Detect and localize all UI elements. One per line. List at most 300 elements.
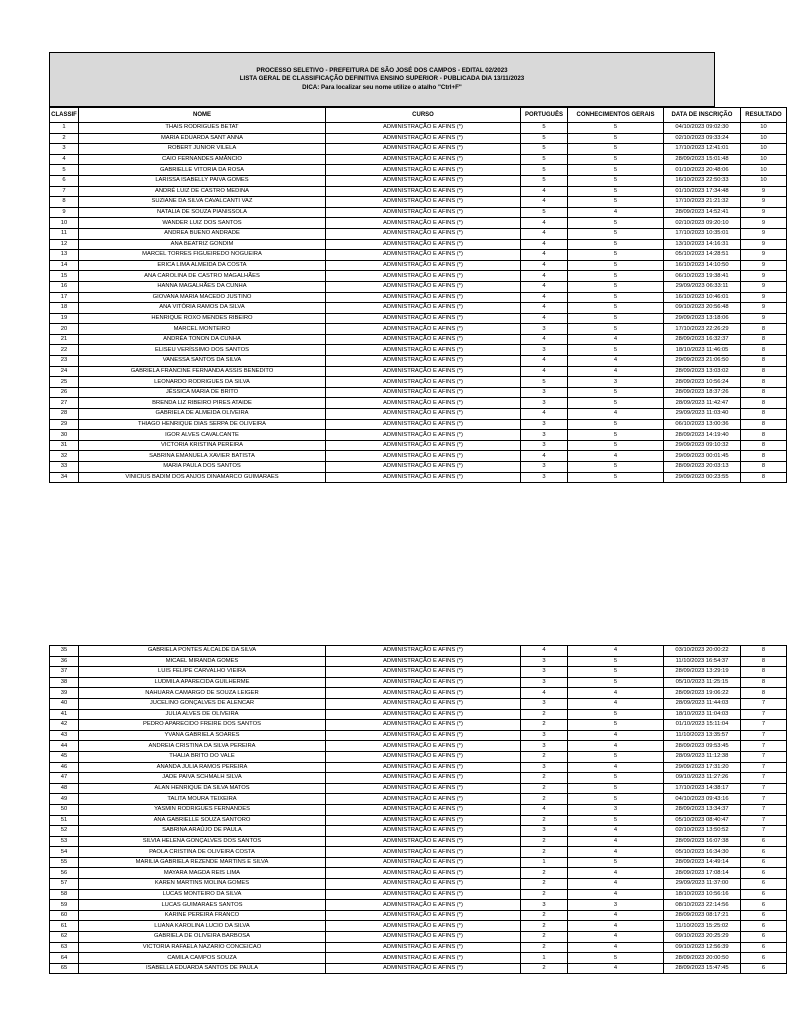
cell-resultado: 7: [741, 741, 787, 752]
cell-nome: JÉSSICA MARIA DE BRITO: [79, 387, 326, 398]
cell-data-inscricao: 05/10/2023 11:25:15: [664, 677, 741, 688]
cell-classif: 16: [50, 281, 79, 292]
cell-resultado: 6: [741, 921, 787, 932]
cell-data-inscricao: 29/09/2023 11:03:40: [664, 409, 741, 420]
table-row: [50, 953, 787, 964]
cell-portugues: 4: [521, 313, 568, 324]
cell-data-inscricao: 28/09/2023 13:34:37: [664, 804, 741, 815]
cell-nome: THAIS RODRIGUES BETAT: [79, 123, 326, 134]
table-row: [50, 366, 787, 377]
classification-table-continued: [49, 645, 787, 974]
cell-data-inscricao: 17/10/2023 22:26:29: [664, 324, 741, 335]
cell-classif: 15: [50, 271, 79, 282]
cell-curso: ADMINISTRAÇÃO E AFINS (*): [326, 720, 521, 731]
cell-classif: 24: [50, 366, 79, 377]
cell-data-inscricao: 06/10/2023 19:38:41: [664, 271, 741, 282]
cell-data-inscricao: 17/10/2023 12:41:01: [664, 144, 741, 155]
cell-data-inscricao: 18/10/2023 10:56:16: [664, 889, 741, 900]
table-header-row: [50, 108, 787, 123]
cell-classif: 62: [50, 932, 79, 943]
cell-conhecimentos: 5: [568, 656, 664, 667]
cell-data-inscricao: 04/10/2023 09:02:30: [664, 123, 741, 134]
cell-data-inscricao: 28/09/2023 14:52:41: [664, 207, 741, 218]
cell-data-inscricao: 29/09/2023 06:33:11: [664, 281, 741, 292]
cell-resultado: 7: [741, 826, 787, 837]
cell-classif: 33: [50, 462, 79, 473]
cell-classif: 55: [50, 857, 79, 868]
cell-data-inscricao: 29/09/2023 00:23:55: [664, 472, 741, 483]
cell-nome: LARISSA ISABELLY PAIVA GOMES: [79, 175, 326, 186]
cell-nome: THALIA BRITO DO VALE: [79, 751, 326, 762]
cell-conhecimentos: 5: [568, 783, 664, 794]
cell-classif: 34: [50, 472, 79, 483]
cell-classif: 47: [50, 773, 79, 784]
cell-nome: GABRIELLE VITORIA DA ROSA: [79, 165, 326, 176]
cell-resultado: 7: [741, 783, 787, 794]
cell-resultado: 8: [741, 419, 787, 430]
cell-conhecimentos: 5: [568, 815, 664, 826]
table-row: [50, 175, 787, 186]
cell-conhecimentos: 5: [568, 218, 664, 229]
cell-nome: MARIA PAULA DOS SANTOS: [79, 462, 326, 473]
cell-nome: VANESSA SANTOS DA SILVA: [79, 356, 326, 367]
cell-resultado: 8: [741, 377, 787, 388]
cell-data-inscricao: 05/10/2023 14:28:51: [664, 250, 741, 261]
cell-data-inscricao: 06/10/2023 13:00:36: [664, 419, 741, 430]
table-row: [50, 900, 787, 911]
table-row: [50, 688, 787, 699]
cell-resultado: 9: [741, 186, 787, 197]
cell-nome: VICTORIA KRISTINA PEREIRA: [79, 440, 326, 451]
cell-curso: ADMINISTRAÇÃO E AFINS (*): [326, 440, 521, 451]
cell-conhecimentos: 4: [568, 942, 664, 953]
table-row: [50, 430, 787, 441]
cell-nome: LEONARDO RODRIGUES DA SILVA: [79, 377, 326, 388]
column-header-portugues: PORTUGUÊS: [521, 108, 568, 123]
cell-curso: ADMINISTRAÇÃO E AFINS (*): [326, 451, 521, 462]
cell-portugues: 1: [521, 857, 568, 868]
table-row: [50, 472, 787, 483]
cell-conhecimentos: 4: [568, 921, 664, 932]
cell-curso: ADMINISTRAÇÃO E AFINS (*): [326, 963, 521, 974]
cell-nome: HANNA MAGALHÃES DA CUNHA: [79, 281, 326, 292]
cell-conhecimentos: 5: [568, 751, 664, 762]
cell-classif: 56: [50, 868, 79, 879]
cell-portugues: 2: [521, 709, 568, 720]
cell-resultado: 8: [741, 440, 787, 451]
cell-nome: LUCAS GUIMARAES SANTOS: [79, 900, 326, 911]
cell-nome: MICAEL MIRANDA GOMES: [79, 656, 326, 667]
cell-resultado: 8: [741, 688, 787, 699]
cell-classif: 32: [50, 451, 79, 462]
cell-conhecimentos: 3: [568, 804, 664, 815]
cell-portugues: 3: [521, 656, 568, 667]
cell-resultado: 7: [741, 698, 787, 709]
cell-resultado: 6: [741, 889, 787, 900]
cell-curso: ADMINISTRAÇÃO E AFINS (*): [326, 345, 521, 356]
cell-curso: ADMINISTRAÇÃO E AFINS (*): [326, 932, 521, 943]
cell-classif: 6: [50, 175, 79, 186]
cell-resultado: 8: [741, 398, 787, 409]
cell-portugues: 3: [521, 762, 568, 773]
cell-classif: 51: [50, 815, 79, 826]
cell-portugues: 3: [521, 677, 568, 688]
cell-nome: HENRIQUE ROXO MENDES RIBEIRO: [79, 313, 326, 324]
cell-resultado: 7: [741, 720, 787, 731]
cell-nome: LUCAS MONTEIRO DA SILVA: [79, 889, 326, 900]
cell-data-inscricao: 28/09/2023 16:07:38: [664, 836, 741, 847]
cell-resultado: 6: [741, 963, 787, 974]
cell-classif: 9: [50, 207, 79, 218]
cell-resultado: 10: [741, 165, 787, 176]
table-row: [50, 451, 787, 462]
cell-classif: 41: [50, 709, 79, 720]
cell-data-inscricao: 29/09/2023 09:10:32: [664, 440, 741, 451]
cell-portugues: 2: [521, 847, 568, 858]
cell-classif: 59: [50, 900, 79, 911]
table-row: [50, 313, 787, 324]
cell-nome: ERICA LIMA ALMEIDA DA COSTA: [79, 260, 326, 271]
table-row: [50, 123, 787, 134]
cell-portugues: 5: [521, 123, 568, 134]
cell-nome: SABRINA ARAÚJO DE PAULA: [79, 826, 326, 837]
cell-curso: ADMINISTRAÇÃO E AFINS (*): [326, 409, 521, 420]
cell-resultado: 7: [741, 751, 787, 762]
cell-resultado: 7: [741, 815, 787, 826]
cell-data-inscricao: 28/09/2023 17:08:14: [664, 868, 741, 879]
cell-curso: ADMINISTRAÇÃO E AFINS (*): [326, 900, 521, 911]
table-row: [50, 794, 787, 805]
cell-curso: ADMINISTRAÇÃO E AFINS (*): [326, 688, 521, 699]
cell-classif: 18: [50, 303, 79, 314]
cell-data-inscricao: 28/09/2023 14:49:14: [664, 857, 741, 868]
cell-curso: ADMINISTRAÇÃO E AFINS (*): [326, 879, 521, 890]
cell-curso: ADMINISTRAÇÃO E AFINS (*): [326, 751, 521, 762]
cell-classif: 3: [50, 144, 79, 155]
cell-conhecimentos: 5: [568, 398, 664, 409]
cell-curso: ADMINISTRAÇÃO E AFINS (*): [326, 292, 521, 303]
document-header: [49, 52, 715, 107]
cell-conhecimentos: 4: [568, 741, 664, 752]
cell-curso: ADMINISTRAÇÃO E AFINS (*): [326, 239, 521, 250]
table-row: [50, 646, 787, 657]
cell-portugues: 3: [521, 324, 568, 335]
cell-portugues: 3: [521, 472, 568, 483]
cell-conhecimentos: 5: [568, 144, 664, 155]
cell-data-inscricao: 05/10/2023 08:40:47: [664, 815, 741, 826]
cell-resultado: 8: [741, 656, 787, 667]
cell-conhecimentos: 5: [568, 387, 664, 398]
cell-nome: ISABELLA EDUARDA SANTOS DE PAULA: [79, 963, 326, 974]
cell-curso: ADMINISTRAÇÃO E AFINS (*): [326, 207, 521, 218]
cell-curso: ADMINISTRAÇÃO E AFINS (*): [326, 794, 521, 805]
cell-classif: 54: [50, 847, 79, 858]
cell-portugues: 4: [521, 303, 568, 314]
cell-conhecimentos: 5: [568, 419, 664, 430]
cell-conhecimentos: 5: [568, 165, 664, 176]
cell-classif: 4: [50, 154, 79, 165]
cell-conhecimentos: 4: [568, 646, 664, 657]
cell-portugues: 3: [521, 741, 568, 752]
cell-resultado: 9: [741, 250, 787, 261]
table-row: [50, 440, 787, 451]
table-row: [50, 154, 787, 165]
cell-nome: VICTORIA RAFAELA NAZARIO CONCEICAO: [79, 942, 326, 953]
cell-data-inscricao: 28/09/2023 18:37:26: [664, 387, 741, 398]
table-row: [50, 868, 787, 879]
cell-nome: PEDRO APARECIDO FREIRE DOS SANTOS: [79, 720, 326, 731]
cell-conhecimentos: 4: [568, 836, 664, 847]
cell-conhecimentos: 4: [568, 762, 664, 773]
table-row: [50, 218, 787, 229]
cell-conhecimentos: 5: [568, 472, 664, 483]
table-row: [50, 942, 787, 953]
cell-data-inscricao: 01/10/2023 20:48:06: [664, 165, 741, 176]
cell-nome: JADE PAIVA SCHMALH SILVA: [79, 773, 326, 784]
cell-resultado: 8: [741, 667, 787, 678]
header-tip: DICA: Para localizar seu nome utilize o atalho "Ctrl+F": [302, 83, 462, 91]
cell-curso: ADMINISTRAÇÃO E AFINS (*): [326, 921, 521, 932]
cell-data-inscricao: 29/09/2023 00:01:45: [664, 451, 741, 462]
cell-portugues: 4: [521, 281, 568, 292]
cell-data-inscricao: 28/09/2023 15:01:48: [664, 154, 741, 165]
cell-classif: 61: [50, 921, 79, 932]
cell-conhecimentos: 5: [568, 709, 664, 720]
cell-portugues: 2: [521, 794, 568, 805]
cell-conhecimentos: 4: [568, 879, 664, 890]
cell-nome: GABRIELA FRANCINE FERNANDA ASSIS BENEDITO: [79, 366, 326, 377]
cell-conhecimentos: 5: [568, 281, 664, 292]
cell-curso: ADMINISTRAÇÃO E AFINS (*): [326, 387, 521, 398]
cell-resultado: 8: [741, 472, 787, 483]
cell-nome: ANDRÉA TONON DA CUNHA: [79, 334, 326, 345]
column-header-curso: CURSO: [326, 108, 521, 123]
cell-resultado: 9: [741, 239, 787, 250]
cell-resultado: 9: [741, 313, 787, 324]
cell-resultado: 6: [741, 910, 787, 921]
cell-conhecimentos: 4: [568, 334, 664, 345]
cell-classif: 13: [50, 250, 79, 261]
cell-nome: MARCEL MONTEIRO: [79, 324, 326, 335]
table-row: [50, 741, 787, 752]
cell-portugues: 3: [521, 826, 568, 837]
cell-conhecimentos: 5: [568, 313, 664, 324]
cell-curso: ADMINISTRAÇÃO E AFINS (*): [326, 656, 521, 667]
classification-table: [49, 107, 787, 483]
cell-resultado: 10: [741, 154, 787, 165]
cell-classif: 49: [50, 794, 79, 805]
cell-data-inscricao: 28/09/2023 20:03:13: [664, 462, 741, 473]
cell-portugues: 5: [521, 377, 568, 388]
cell-nome: MAYARA MAGDA REIS LIMA: [79, 868, 326, 879]
cell-conhecimentos: 4: [568, 688, 664, 699]
cell-data-inscricao: 04/10/2023 09:43:16: [664, 794, 741, 805]
cell-conhecimentos: 4: [568, 730, 664, 741]
cell-data-inscricao: 09/10/2023 12:56:39: [664, 942, 741, 953]
cell-resultado: 6: [741, 953, 787, 964]
cell-classif: 64: [50, 953, 79, 964]
cell-conhecimentos: 5: [568, 133, 664, 144]
cell-classif: 20: [50, 324, 79, 335]
cell-nome: ANA GABRIELLE SOUZA SANTORO: [79, 815, 326, 826]
cell-portugues: 3: [521, 398, 568, 409]
cell-resultado: 6: [741, 868, 787, 879]
cell-data-inscricao: 28/09/2023 13:29:19: [664, 667, 741, 678]
cell-curso: ADMINISTRAÇÃO E AFINS (*): [326, 334, 521, 345]
table-row: [50, 387, 787, 398]
cell-conhecimentos: 4: [568, 868, 664, 879]
cell-conhecimentos: 5: [568, 197, 664, 208]
cell-resultado: 8: [741, 430, 787, 441]
cell-classif: 35: [50, 646, 79, 657]
cell-data-inscricao: 11/10/2023 15:25:02: [664, 921, 741, 932]
cell-classif: 50: [50, 804, 79, 815]
cell-resultado: 8: [741, 677, 787, 688]
cell-portugues: 4: [521, 646, 568, 657]
cell-data-inscricao: 28/09/2023 20:00:50: [664, 953, 741, 964]
table-row: [50, 334, 787, 345]
table-body-page-1: [50, 123, 787, 483]
cell-portugues: 4: [521, 186, 568, 197]
table-row: [50, 804, 787, 815]
cell-nome: ANDREA BUENO ANDRADE: [79, 228, 326, 239]
cell-data-inscricao: 16/10/2023 14:10:50: [664, 260, 741, 271]
cell-classif: 57: [50, 879, 79, 890]
cell-conhecimentos: 4: [568, 366, 664, 377]
cell-conhecimentos: 5: [568, 186, 664, 197]
column-header-nome: NOME: [79, 108, 326, 123]
cell-nome: SABRINA EMANUELA XAVIER BATISTA: [79, 451, 326, 462]
cell-nome: YVANA GABRIELA SOARES: [79, 730, 326, 741]
cell-curso: ADMINISTRAÇÃO E AFINS (*): [326, 356, 521, 367]
cell-resultado: 9: [741, 271, 787, 282]
cell-curso: ADMINISTRAÇÃO E AFINS (*): [326, 366, 521, 377]
cell-nome: GABRIELA DE OLIVEIRA BARBOSA: [79, 932, 326, 943]
table-row: [50, 165, 787, 176]
cell-nome: VINICIUS BADIM DOS ANJOS DINAMARCO GUIMARAES: [79, 472, 326, 483]
cell-curso: ADMINISTRAÇÃO E AFINS (*): [326, 186, 521, 197]
cell-conhecimentos: 5: [568, 430, 664, 441]
table-row: [50, 462, 787, 473]
cell-resultado: 8: [741, 324, 787, 335]
cell-portugues: 3: [521, 387, 568, 398]
cell-portugues: 3: [521, 419, 568, 430]
cell-data-inscricao: 28/09/2023 11:42:47: [664, 398, 741, 409]
table-row: [50, 836, 787, 847]
cell-classif: 63: [50, 942, 79, 953]
cell-data-inscricao: 09/10/2023 20:56:48: [664, 303, 741, 314]
cell-classif: 1: [50, 123, 79, 134]
cell-conhecimentos: 5: [568, 271, 664, 282]
column-header-data: DATA DE INSCRIÇÃO: [664, 108, 741, 123]
cell-nome: GABRIELA DE ALMEIDA OLIVEIRA: [79, 409, 326, 420]
cell-nome: IGOR ALVES CAVALCANTE: [79, 430, 326, 441]
cell-portugues: 3: [521, 900, 568, 911]
cell-data-inscricao: 16/10/2023 10:46:01: [664, 292, 741, 303]
table-row: [50, 303, 787, 314]
cell-resultado: 7: [741, 709, 787, 720]
cell-classif: 37: [50, 667, 79, 678]
cell-portugues: 3: [521, 345, 568, 356]
cell-conhecimentos: 5: [568, 292, 664, 303]
cell-conhecimentos: 5: [568, 667, 664, 678]
column-header-classif: CLASSIF: [50, 108, 79, 123]
cell-nome: ELISEU VERÍSSIMO DOS SANTOS: [79, 345, 326, 356]
cell-data-inscricao: 05/10/2023 16:34:30: [664, 847, 741, 858]
cell-resultado: 6: [741, 879, 787, 890]
table-row: [50, 815, 787, 826]
cell-nome: KAREN MARTINS MOLINA GOMES: [79, 879, 326, 890]
cell-classif: 43: [50, 730, 79, 741]
cell-curso: ADMINISTRAÇÃO E AFINS (*): [326, 953, 521, 964]
cell-classif: 46: [50, 762, 79, 773]
cell-classif: 11: [50, 228, 79, 239]
cell-nome: JUCELINO GONÇALVES DE ALENCAR: [79, 698, 326, 709]
cell-nome: CAMILA CAMPOS SOUZA: [79, 953, 326, 964]
cell-curso: ADMINISTRAÇÃO E AFINS (*): [326, 804, 521, 815]
cell-classif: 2: [50, 133, 79, 144]
cell-resultado: 10: [741, 133, 787, 144]
cell-resultado: 9: [741, 303, 787, 314]
cell-portugues: 4: [521, 334, 568, 345]
classification-sheet-page-2: [49, 645, 766, 974]
cell-curso: ADMINISTRAÇÃO E AFINS (*): [326, 783, 521, 794]
cell-curso: ADMINISTRAÇÃO E AFINS (*): [326, 868, 521, 879]
cell-portugues: 2: [521, 720, 568, 731]
table-row: [50, 751, 787, 762]
table-row: [50, 963, 787, 974]
cell-classif: 44: [50, 741, 79, 752]
cell-conhecimentos: 5: [568, 345, 664, 356]
cell-conhecimentos: 5: [568, 154, 664, 165]
cell-resultado: 10: [741, 123, 787, 134]
cell-data-inscricao: 28/09/2023 10:56:24: [664, 377, 741, 388]
cell-classif: 45: [50, 751, 79, 762]
cell-resultado: 7: [741, 730, 787, 741]
cell-curso: ADMINISTRAÇÃO E AFINS (*): [326, 762, 521, 773]
cell-curso: ADMINISTRAÇÃO E AFINS (*): [326, 730, 521, 741]
cell-data-inscricao: 29/09/2023 13:18:06: [664, 313, 741, 324]
cell-resultado: 8: [741, 646, 787, 657]
cell-conhecimentos: 5: [568, 250, 664, 261]
cell-curso: ADMINISTRAÇÃO E AFINS (*): [326, 144, 521, 155]
cell-nome: MARCEL TORRES FIGUEIREDO NOGUEIRA: [79, 250, 326, 261]
header-title: PROCESSO SELETIVO - PREFEITURA DE SÃO JOSÉ DOS CAMPOS - EDITAL 02/2023: [256, 66, 508, 74]
cell-conhecimentos: 4: [568, 409, 664, 420]
cell-nome: THIAGO HENRIQUE DIAS SERPA DE OLIVEIRA: [79, 419, 326, 430]
cell-curso: ADMINISTRAÇÃO E AFINS (*): [326, 271, 521, 282]
cell-conhecimentos: 4: [568, 826, 664, 837]
cell-curso: ADMINISTRAÇÃO E AFINS (*): [326, 228, 521, 239]
table-row: [50, 889, 787, 900]
cell-curso: ADMINISTRAÇÃO E AFINS (*): [326, 826, 521, 837]
cell-resultado: 9: [741, 281, 787, 292]
cell-conhecimentos: 5: [568, 440, 664, 451]
cell-conhecimentos: 4: [568, 451, 664, 462]
cell-resultado: 8: [741, 334, 787, 345]
cell-resultado: 8: [741, 462, 787, 473]
cell-portugues: 4: [521, 451, 568, 462]
cell-data-inscricao: 29/09/2023 21:06:50: [664, 356, 741, 367]
cell-data-inscricao: 03/10/2023 20:00:22: [664, 646, 741, 657]
cell-curso: ADMINISTRAÇÃO E AFINS (*): [326, 815, 521, 826]
cell-nome: MARILIA GABRIELA REZENDE MARTINS E SILVA: [79, 857, 326, 868]
table-row: [50, 419, 787, 430]
cell-classif: 26: [50, 387, 79, 398]
table-row: [50, 345, 787, 356]
cell-classif: 5: [50, 165, 79, 176]
cell-conhecimentos: 5: [568, 462, 664, 473]
